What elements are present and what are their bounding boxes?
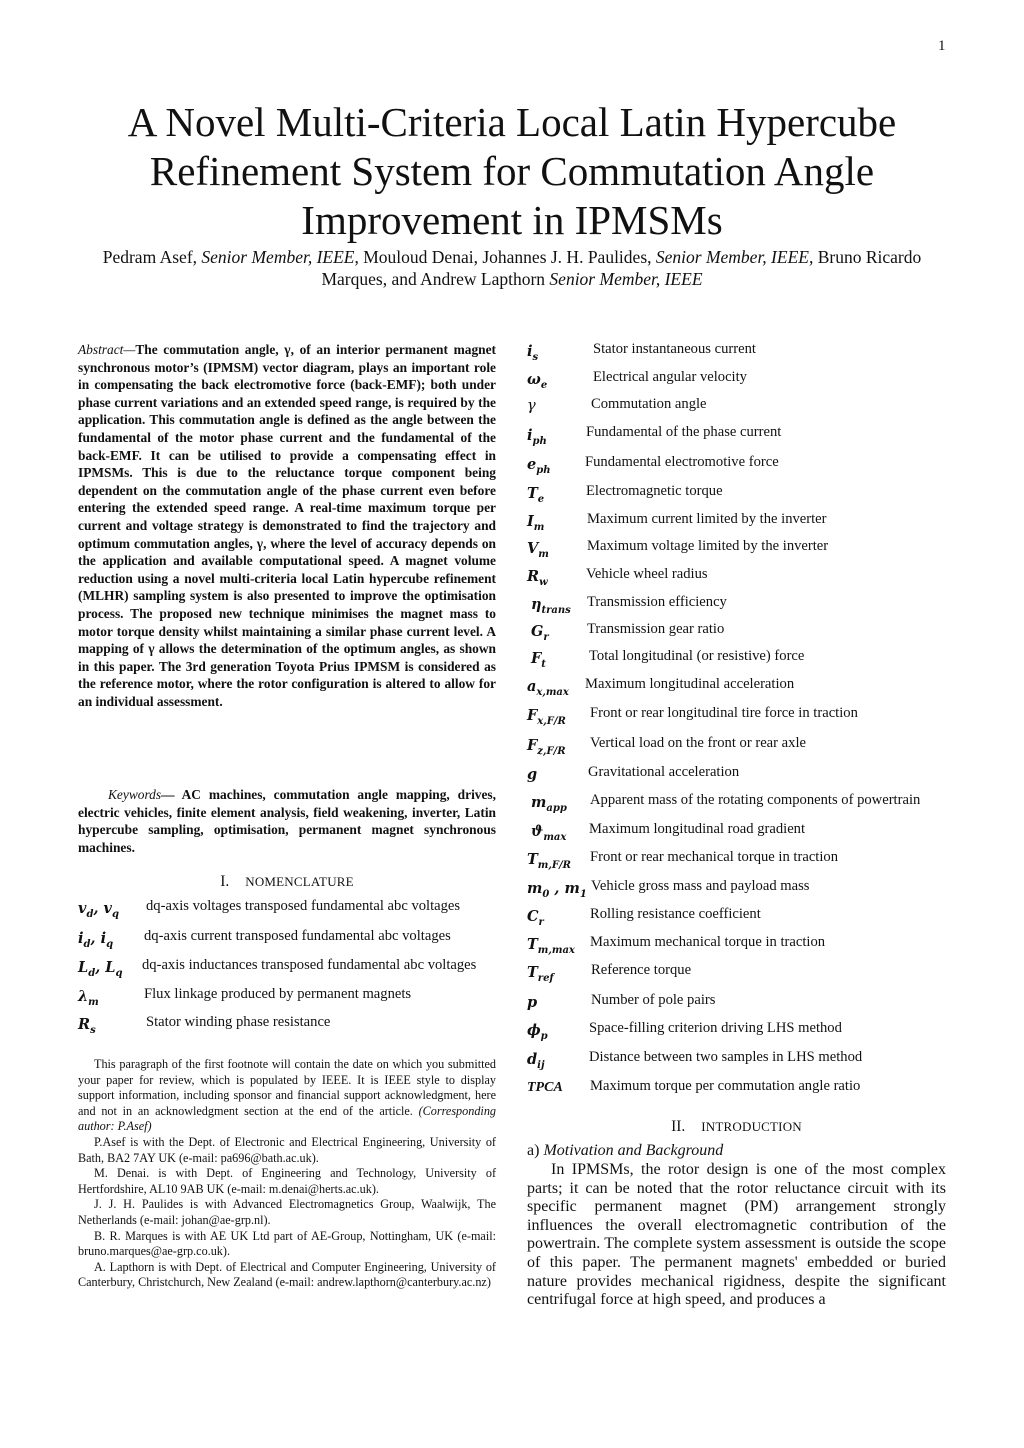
nomenclature-symbol: $R_w$ [527,568,548,588]
nomenclature-description: Maximum longitudinal road gradient [589,821,806,837]
nomenclature-description: dq-axis current transposed fundamental abc voltages [144,928,451,944]
nomenclature-description: Rolling resistance coefficient [590,906,761,922]
nomenclature-description: Vehicle gross mass and payload mass [591,878,810,894]
nomenclature-description: Fundamental of the phase current [586,424,782,440]
nomenclature-symbol: $T_{m,F/R}$ [527,851,571,871]
nomenclature-description: Transmission efficiency [587,594,727,610]
footnote-paragraph: M. Denai. is with Dept. of Engineering and Technology, University of Hertfordshire, AL10 9AB UK (e-mail: m.denai@herts.ac.uk). [78,1166,496,1196]
nomenclature-symbol: $e_{ph}$ [527,456,551,476]
author-list: Pedram Asef, Senior Member, IEEE, Mouloud Denai, Johannes J. H. Paulides, Senior Member, IEEE, Bruno Ricardo Marques, and Andrew Lapthorn Senior Member, IEEE [102,247,922,289]
nomenclature-symbol: $F_{z,F/R}$ [527,737,566,757]
author-role: Senior Member, IEEE [549,269,703,289]
nomenclature-symbol: g [527,766,538,783]
nomenclature-symbol: $i_d$, $i_q$ [78,930,114,950]
keywords-text: AC machines, commutation angle mapping, drives, electric vehicles, finite element analysis, field weakening, inverter, Latin hypercube sampling, optimisation, permanent magnet synchronous machines. [78,787,496,855]
page-number: 1 [938,38,946,54]
nomenclature-description: Commutation angle [591,396,707,412]
abstract-text: The commutation angle, γ, of an interior permanent magnet synchronous motor’s (IPMSM) vector diagram, plays an important role in compensating the back electromotive force (back-EMF); both under phase current variations and an extended speed range, is required by the application. This commutation angle is defined as the angle between the fundamental of the motor phase current and the fundamental of the back-EMF. It can be utilised to provide a compensating effect in IPMSMs. This is due to the reluctance torque component being dependent on the commutation angle of the phase current even before entering the extended speed range. A real-time maximum torque per current and voltage strategy is demonstrated to find the trajectory and optimum commutation angles, γ, where the level of accuracy depends on the application and available computational speed. A magnet volume reduction using a novel multi-criteria local Latin hypercube refinement (MLHR) sampling system is also presented to improve the optimisation process. The proposed new technique minimises the magnet mass to motor torque density whilst maintaining a similar phase current level. A mapping of γ allows the determination of the optimum angles, as shown in this paper. The 3rd generation Toyota Prius IPMSM is considered as the reference motor, where the rotor configuration is altered to allow for an individual assessment. [78,342,496,709]
nomenclature-description: dq-axis voltages transposed fundamental abc voltages [146,898,461,914]
nomenclature-symbol: $C_r$ [527,908,544,928]
nomenclature-description: Transmission gear ratio [587,621,725,637]
author-name: Pedram Asef [102,247,193,267]
nomenclature-description: Front or rear longitudinal tire force in traction [590,705,858,721]
nomenclature-symbol: $L_d$, $L_q$ [78,959,123,979]
nomenclature-symbol: $I_m$ [527,513,545,533]
subsection-heading: a) Motivation and Background [527,1142,724,1159]
nomenclature-description: Number of pole pairs [591,992,716,1008]
nomenclature-symbol: $T_{ref}$ [527,964,554,984]
author-role: Senior Member, IEEE, [655,247,814,267]
nomenclature-symbol: γ [527,398,536,414]
footnote-block [78,1057,496,1291]
nomenclature-description: Vertical load on the front or rear axle [590,735,806,751]
keywords: Keywords— AC machines, commutation angle mapping, drives, electric vehicles, finite element analysis, field weakening, inverter, Latin hypercube sampling, optimisation, permanent magnet synchronous machines. [78,787,496,855]
author-name: Mouloud Denai [363,247,474,267]
nomenclature-description: Stator winding phase resistance [146,1014,331,1030]
nomenclature-description: Space-filling criterion driving LHS method [589,1020,842,1036]
nomenclature-description: Distance between two samples in LHS method [589,1049,863,1065]
nomenclature-symbol: $V_m$ [527,540,549,560]
nomenclature-symbol: $T_{m,max}$ [527,936,575,956]
nomenclature-symbol: $F_t$ [531,650,546,670]
keywords-label: Keywords [108,787,162,802]
nomenclature-symbol: $G_r$ [531,623,549,643]
footnote-paragraph: P.Asef is with the Dept. of Electronic and Electrical Engineering, University of Bath, BA2 7AY UK (e-mail: pa696@bath.ac.uk). [78,1134,496,1165]
nomenclature-description: Maximum longitudinal acceleration [585,676,795,692]
abstract-label: Abstract [78,342,124,357]
nomenclature-description: Reference torque [591,962,692,978]
nomenclature-symbol: $R_s$ [78,1016,96,1036]
author-name: Andrew Lapthorn [420,269,546,289]
nomenclature-symbol: $\eta_{trans}$ [531,596,571,616]
nomenclature-symbol: $m_0$ , $m_1$ [527,880,587,900]
nomenclature-description: Electromagnetic torque [586,483,723,499]
nomenclature-symbol: $i_{ph}$ [527,427,547,447]
nomenclature-symbol: $\lambda_m$ [78,988,99,1008]
nomenclature-description: Total longitudinal (or resistive) force [589,648,805,664]
corresponding-author: (Corresponding author: P.Asef) [78,1103,497,1134]
nomenclature-description: dq-axis inductances transposed fundamental abc voltages [142,957,477,973]
nomenclature-description: Maximum mechanical torque in traction [590,934,826,950]
nomenclature-symbol: $m_{app}$ [531,794,567,814]
author-role: Senior Member, IEEE [201,247,355,267]
section-heading-introduction: II. INTRODUCTION [671,1118,802,1135]
nomenclature-symbol: $T_e$ [527,485,545,505]
introduction-paragraph: In IPMSMs, the rotor design is one of the most complex parts; it can be noted that the rotor reluctance circuit with its specific permanent magnet (PM) arrangement strongly influences the overall electromagnetic contribution of the powertrain. The complete system assessment is outside the scope of this paper. The permanent magnets' embedded or buried nature provides mechanical rigidness, despite the significant centrifugal force at high speed, and produces a [527,1161,946,1309]
author-name: Johannes J. H. Paulides [482,247,648,267]
nomenclature-description: Fundamental electromotive force [585,454,779,470]
paper-title: A Novel Multi-Criteria Local Latin Hypercube Refinement System for Commutation Angle Improvement in IPMSMs [127,99,897,243]
section-heading-nomenclature: I. NOMENCLATURE [220,873,354,890]
footnote-paragraph: J. J. H. Paulides is with Advanced Electromagnetics Group, Waalwijk, The Netherlands (e-mail: johan@ae-grp.nl). [78,1197,496,1227]
nomenclature-symbol: TPCA [527,1080,563,1095]
nomenclature-symbol: $F_{x,F/R}$ [527,707,566,727]
nomenclature-symbol: $d_{ij}$ [527,1051,545,1071]
footnote-paragraph: A. Lapthorn is with Dept. of Electrical and Computer Engineering, University of Canterbury, Christchurch, New Zealand (e-mail: andrew.lapthorn@canterbury.ac.nz) [78,1259,496,1290]
nomenclature-description: Electrical angular velocity [593,369,747,385]
author-name: Bruno Ricardo Marques [321,247,922,289]
nomenclature-symbol: $v_d$, $v_q$ [78,900,119,920]
nomenclature-description: Stator instantaneous current [593,341,756,357]
nomenclature-symbol: $a_{x,max}$ [527,678,569,698]
nomenclature-description: Maximum torque per commutation angle ratio [590,1078,861,1094]
nomenclature-description: Front or rear mechanical torque in traction [590,849,838,865]
nomenclature-symbol: $\phi_p$ [527,1022,548,1042]
footnote-paragraph: B. R. Marques is with AE UK Ltd part of AE-Group, Nottingham, UK (e-mail: bruno.marques@ae-grp.co.uk). [78,1228,496,1259]
nomenclature-symbol: $\omega_e$ [527,371,548,391]
nomenclature-description: Maximum voltage limited by the inverter [587,538,829,554]
nomenclature-description: Maximum current limited by the inverter [587,511,827,527]
footnote-paragraph: This paragraph of the first footnote will contain the date on which you submitted your paper for review, which is populated by IEEE. It is IEEE style to display support information, including sponsor and financial support acknowledgment, here and not in an acknowledgment section at the end of the article. (Corresponding author: P.Asef) [78,1057,497,1134]
nomenclature-symbol: $ϑ_{max}$ [531,823,567,843]
nomenclature-description: Apparent mass of the rotating components of powertrain [590,792,921,808]
nomenclature-description: Gravitational acceleration [588,764,740,780]
nomenclature-symbol: p [527,994,538,1011]
nomenclature-description: Vehicle wheel radius [586,566,708,582]
abstract: Abstract—The commutation angle, γ, of an interior permanent magnet synchronous motor’s (IPMSM) vector diagram, plays an important role in compensating the back electromotive force (back-EMF); both under phase current variations and an extended speed range, is required by the application. This commutation angle is defined as the angle between the fundamental of the motor phase current and the fundamental of the back-EMF. It can be utilised to provide a compensating effect in IPMSMs. This is due to the reluctance torque component being dependent on the commutation angle of the phase current even before entering the extended speed range. A real-time maximum torque per current and voltage strategy is demonstrated to find the trajectory and optimum commutation angles, γ, where the level of accuracy depends on the application and available computational speed. A magnet volume reduction using a novel multi-criteria local Latin hypercube refinement (MLHR) sampling system is also presented to improve the optimisation process. The proposed new technique minimises the magnet mass to motor torque density whilst maintaining a similar phase current level. A mapping of γ allows the determination of the optimum angles, as shown in this paper. The 3rd generation Toyota Prius IPMSM is considered as the reference motor, where the rotor configuration is altered to allow for an individual assessment. [78,342,496,709]
nomenclature-description: Flux linkage produced by permanent magnets [144,986,412,1002]
nomenclature-symbol: $i_s$ [527,343,539,363]
